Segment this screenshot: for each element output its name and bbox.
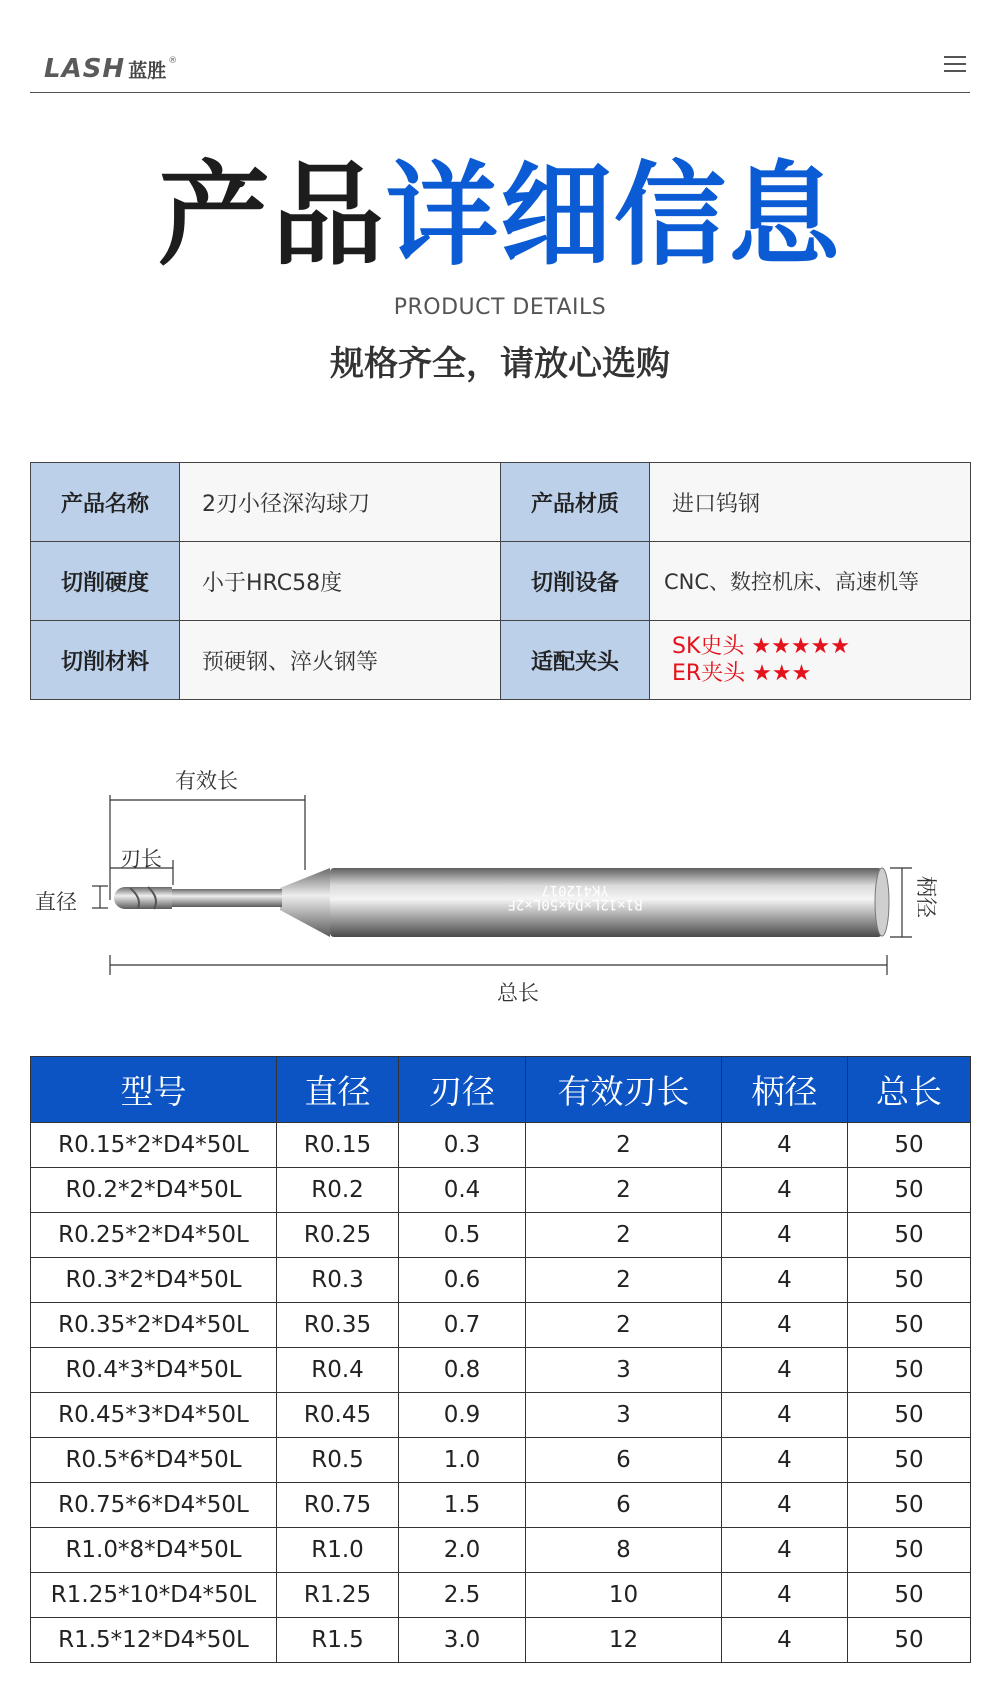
table-cell: 50 <box>848 1573 971 1618</box>
table-cell: 4 <box>722 1393 848 1438</box>
table-cell: R0.15 <box>277 1123 399 1168</box>
title-part-dark: 产品 <box>158 151 386 281</box>
table-cell: 3 <box>526 1393 722 1438</box>
table-cell: 1.5 <box>399 1483 526 1528</box>
table-cell: R0.5*6*D4*50L <box>31 1438 277 1483</box>
blade-length-label: 刃长 <box>120 847 162 871</box>
table-cell: 2 <box>526 1168 722 1213</box>
diameter-label: 直径 <box>35 890 77 914</box>
spec-value: CNC、数控机床、高速机等 <box>650 542 971 621</box>
table-cell: R0.4 <box>277 1348 399 1393</box>
table-row <box>31 1393 971 1438</box>
table-row <box>31 1303 971 1348</box>
table-cell: R0.2*2*D4*50L <box>31 1168 277 1213</box>
chuck-rating <box>650 621 971 700</box>
table-cell: 3.0 <box>399 1618 526 1663</box>
table-cell: 4 <box>722 1123 848 1168</box>
shank-diameter-label: 柄径 <box>914 876 938 918</box>
table-cell: 50 <box>848 1438 971 1483</box>
table-cell: 0.3 <box>399 1123 526 1168</box>
table-cell: 4 <box>722 1213 848 1258</box>
spec-label: 产品名称 <box>31 463 180 542</box>
table-row <box>31 1348 971 1393</box>
table-cell: 4 <box>722 1483 848 1528</box>
table-cell: 2 <box>526 1123 722 1168</box>
table-cell: 4 <box>722 1573 848 1618</box>
spec-row <box>31 621 971 700</box>
table-cell: 50 <box>848 1618 971 1663</box>
table-cell: 1.0 <box>399 1438 526 1483</box>
tool-ball-tip <box>114 887 172 909</box>
table-cell: 10 <box>526 1573 722 1618</box>
table-cell: R1.25 <box>277 1573 399 1618</box>
specification-table <box>30 1056 971 1663</box>
table-cell: 2.5 <box>399 1573 526 1618</box>
table-cell: 50 <box>848 1528 971 1573</box>
hamburger-menu-icon[interactable] <box>944 56 966 76</box>
table-cell: R0.4*3*D4*50L <box>31 1348 277 1393</box>
table-cell: 2 <box>526 1303 722 1348</box>
subtitle-chinese: 规格齐全，请放心选购 <box>330 344 670 384</box>
column-header-model: 型号 <box>31 1057 277 1123</box>
table-cell: 4 <box>722 1168 848 1213</box>
table-row <box>31 1528 971 1573</box>
table-row <box>31 1483 971 1528</box>
spec-label: 产品材质 <box>501 463 650 542</box>
column-header-shank: 柄径 <box>722 1057 848 1123</box>
table-cell: 50 <box>848 1483 971 1528</box>
tool-diagram <box>30 760 990 1010</box>
logo-chinese: 蓝胜 <box>128 60 167 82</box>
table-cell: 2 <box>526 1213 722 1258</box>
table-cell: R0.45*3*D4*50L <box>31 1393 277 1438</box>
table-cell: R1.25*10*D4*50L <box>31 1573 277 1618</box>
registered-mark: ® <box>168 56 178 66</box>
table-cell: 4 <box>722 1258 848 1303</box>
table-cell: R0.45 <box>277 1393 399 1438</box>
page-title <box>0 151 1000 281</box>
table-cell: 4 <box>722 1303 848 1348</box>
table-cell: 50 <box>848 1168 971 1213</box>
table-cell: R0.3*2*D4*50L <box>31 1258 277 1303</box>
table-cell: 50 <box>848 1348 971 1393</box>
spec-row <box>31 463 971 542</box>
sk-chuck-rating: SK史头 ★★★★★ <box>672 633 850 659</box>
table-cell: 4 <box>722 1528 848 1573</box>
spec-label: 适配夹头 <box>501 621 650 700</box>
spec-row <box>31 542 971 621</box>
table-cell: 0.8 <box>399 1348 526 1393</box>
spec-value: 进口钨钢 <box>650 463 971 542</box>
table-row <box>31 1438 971 1483</box>
table-cell: 50 <box>848 1393 971 1438</box>
table-cell: 6 <box>526 1438 722 1483</box>
spec-label: 切削材料 <box>31 621 180 700</box>
table-cell: R0.35 <box>277 1303 399 1348</box>
subtitle-english: PRODUCT DETAILS <box>393 295 607 320</box>
table-cell: 2 <box>526 1258 722 1303</box>
table-cell: R0.3 <box>277 1258 399 1303</box>
brand-logo[interactable] <box>44 54 177 84</box>
spec-value: 2刃小径深沟球刀 <box>180 463 501 542</box>
spec-label: 切削硬度 <box>31 542 180 621</box>
end-mill-illustration <box>30 760 990 1010</box>
table-cell: 0.4 <box>399 1168 526 1213</box>
table-cell: 0.5 <box>399 1213 526 1258</box>
table-cell: R1.0*8*D4*50L <box>31 1528 277 1573</box>
table-cell: 12 <box>526 1618 722 1663</box>
table-cell: R1.5*12*D4*50L <box>31 1618 277 1663</box>
table-row <box>31 1213 971 1258</box>
table-cell: 6 <box>526 1483 722 1528</box>
table-cell: 50 <box>848 1258 971 1303</box>
column-header-blade-diameter: 刃径 <box>399 1057 526 1123</box>
table-cell: 50 <box>848 1303 971 1348</box>
table-cell: 0.9 <box>399 1393 526 1438</box>
tool-engraving-1: R1×12L×D4×50L×2F <box>507 896 643 912</box>
site-header <box>30 40 970 93</box>
table-row <box>31 1618 971 1663</box>
table-cell: R0.25 <box>277 1213 399 1258</box>
table-cell: 4 <box>722 1348 848 1393</box>
table-cell: 8 <box>526 1528 722 1573</box>
table-cell: 2.0 <box>399 1528 526 1573</box>
tool-engraving-2: YK412017 <box>541 882 609 898</box>
table-cell: R0.15*2*D4*50L <box>31 1123 277 1168</box>
table-header-row <box>31 1057 971 1123</box>
table-cell: 0.6 <box>399 1258 526 1303</box>
column-header-effective-length: 有效刃长 <box>526 1057 722 1123</box>
table-cell: 50 <box>848 1213 971 1258</box>
spec-value: 预硬钢、淬火钢等 <box>180 621 501 700</box>
logo-wordmark: LASH <box>44 54 126 84</box>
effective-length-label: 有效长 <box>175 769 238 793</box>
table-cell: R0.2 <box>277 1168 399 1213</box>
table-cell: R0.5 <box>277 1438 399 1483</box>
tool-neck <box>170 889 282 907</box>
table-row <box>31 1258 971 1303</box>
table-cell: 0.7 <box>399 1303 526 1348</box>
table-cell: 4 <box>722 1618 848 1663</box>
column-header-total-length: 总长 <box>848 1057 971 1123</box>
table-cell: R0.75*6*D4*50L <box>31 1483 277 1528</box>
table-row <box>31 1573 971 1618</box>
er-chuck-rating: ER夹头 ★★★ <box>672 661 812 686</box>
table-cell: R0.75 <box>277 1483 399 1528</box>
tool-taper <box>280 868 330 937</box>
table-cell: R0.25*2*D4*50L <box>31 1213 277 1258</box>
table-cell: 50 <box>848 1123 971 1168</box>
title-part-blue: 详细信息 <box>386 151 842 281</box>
table-row <box>31 1168 971 1213</box>
table-cell: R1.5 <box>277 1618 399 1663</box>
table-cell: R0.35*2*D4*50L <box>31 1303 277 1348</box>
table-cell: 4 <box>722 1438 848 1483</box>
table-cell: R1.0 <box>277 1528 399 1573</box>
spec-value: 小于HRC58度 <box>180 542 501 621</box>
total-length-label: 总长 <box>497 981 539 1005</box>
table-cell: 3 <box>526 1348 722 1393</box>
spec-label: 切削设备 <box>501 542 650 621</box>
spec-table <box>30 462 971 700</box>
column-header-diameter: 直径 <box>277 1057 399 1123</box>
table-row <box>31 1123 971 1168</box>
